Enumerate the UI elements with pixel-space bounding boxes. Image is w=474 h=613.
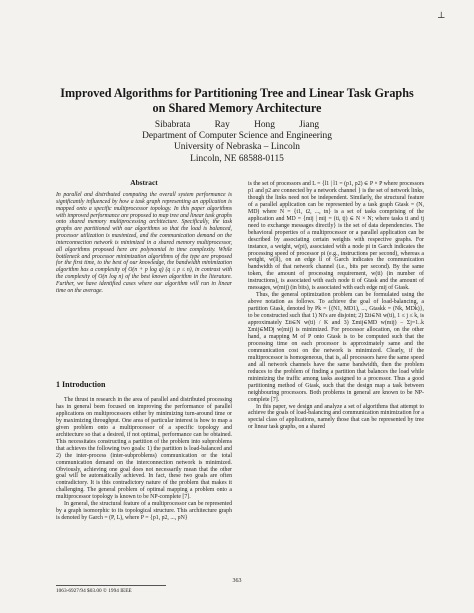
abstract-text: In parallel and distributed computing the overall system performance is significantly influenced by how a task graph representing an application is mapped onto a specific multiprocessor topology. In this paper algorithms with improved performance are proposed to map tree and linear task graphs onto shared memory multiprocessing architecture. Specifically, the task graphs are partitioned with our algorithms so that the load is balanced, processor utilization is maximized, and the communication demand on the interconnection network is minimized in a shared memory multiprocessor, all algorithms proposed here are polynomial in time complexity. While bottleneck and processor minimization algorithms of the type are proposed for the first time, to the best of our knowledge, the bandwidth minimization algorithm has a complexity of O(n + p log q) (q ≤ p ≤ n), in contrast with the complexity of O(n log n) of the best known algorithm in the literature. Further, we have identified cases where our algorithm will run in linear time on the average. [56, 192, 232, 294]
introduction-body [56, 397, 232, 522]
right-paragraph: In this paper, we design and analyze a set of algorithms that attempt to achieve the goals of load-balancing and communication minimization for a special class of applications, namely those that can be represented by tree or linear task graphs, on a shared [248, 403, 424, 431]
author-names: Sibabrata Ray Hong Jiang [154, 120, 320, 130]
page-number: 363 [232, 578, 242, 584]
author-university: University of Nebraska – Lincoln [173, 142, 300, 153]
author-department: Department of Computer Science and Engineering [142, 131, 332, 142]
author-block [30, 120, 444, 165]
author-location: Lincoln, NE 68588-0115 [190, 153, 284, 164]
right-paragraph: is the set of processors and L = {l1 | l1 = (p1, p2) ∈ P × P where processors p1 and p2 are connected by a network channel } is the set of network links, though the links need not be independent. Similarly, the structural feature of a parallel application can be represented by a task graph Gtask = (N, MD) where N = {t1, t2, ..., tn} is a set of tasks comprising of the application and MD = {mij | mij = (ti, tj) ∈ N × N; where tasks ti and tj need to exchange messages directly} is the set of data dependencies. The behavioral properties of a multiprocessor or a parallel application can be described by associating certain weights with respective graphs. For instance, a weight, w(pi), associated with a node pi in Garch indicates the processing speed of processor pi (e.g., instructions per second), whereas a weight, w(li), on an edge li of Garch indicates the communication bandwidth of that network channel (i.e., bits per second). By the same token, the amount of processing requirement, w(ti) (in number of instructions), is associated with each node ti of Gtask and the amount of messages, w(mij) (in bits), is associated with each edge mij of Gtask. [248, 181, 424, 292]
right-paragraph: Thus, the general optimization problem can be formulated using the above notation as follows. To achieve the goal of load-balancing, a partition Gtask, denoted by Pk = {(N1, MD1), ..., Gtaskk = (Nk, MDk)}, to be constructed such that 1) Ni's are disjoint; 2) Σti∈Ni w(ti), 1 ≤ j ≤ k, is approximately Σti∈N w(ti) / K and 3) Σmij∈MD w(mij) − Σj=1..k Σmij∈MDj w(mij) is minimized. For processor allocation, on the other hand, a mapping M of P onto Gtask is to be computed such that the processing time on each processor is approximately same and the communication cost on the network is minimized. Clearly, if the multiprocessor is homogeneous, that is, all processors have the same speed and all network channels have the same bandwidth, then the problem reduces to the problem of finding a partition that balances the load while minimizing the traffic among tasks assigned to a processor. Thus a good partitioning method of Gtask, such that the design map a task between neighbouring processors. Both problems in general are known to be NP-complete [7]. [248, 292, 424, 403]
title-line-1: Improved Algorithms for Partitioning Tree and Linear Task Graphs [60, 86, 414, 100]
footer-rule [56, 585, 166, 586]
abstract-heading: Abstract [130, 178, 158, 187]
copyright-notice: 1063-6927/94 $03.00 © 1994 IEEE [56, 588, 132, 594]
corner-mark: ⊥ [437, 10, 446, 20]
intro-paragraph: The thrust in research in the area of parallel and distributed processing has in general been focused on improving the performance of parallel applications on multiprocessors either by minimizing turn-around time or by maximizing throughput. One area of particular interest is how to map a given problem onto a multiprocessor of a specific topology and architecture so that a desired, if not optimal, performance can be obtained. This necessitates constructing a partition of the problem into subproblems that achieves the following two goals: 1) the partition is load-balanced and 2) the inter-process (inter-subproblems) communication or the total communication demand on the interconnection network is minimized. Obviously, achieving one goal does not necessarily mean that the other goal will be automatically achieved. In fact, these two goals are often contradictory. It is this contradictory nature of the problem that makes it challenging. The general problem of optimal mapping a problem onto a multiprocessor topology is known to be NP-complete [7]. [56, 397, 232, 501]
title-line-2: on Shared Memory Architecture [152, 100, 322, 115]
paper-title [30, 86, 444, 115]
right-column-body [248, 181, 424, 431]
intro-paragraph: In general, the structural feature of a multiprocessor can be represented by a graph isomorphic to its topological structure. This architecture graph is denoted by Garch = (P, L), where P = {p1, p2, ..., pN} [56, 501, 232, 522]
section-heading-introduction: 1 Introduction [56, 380, 106, 389]
